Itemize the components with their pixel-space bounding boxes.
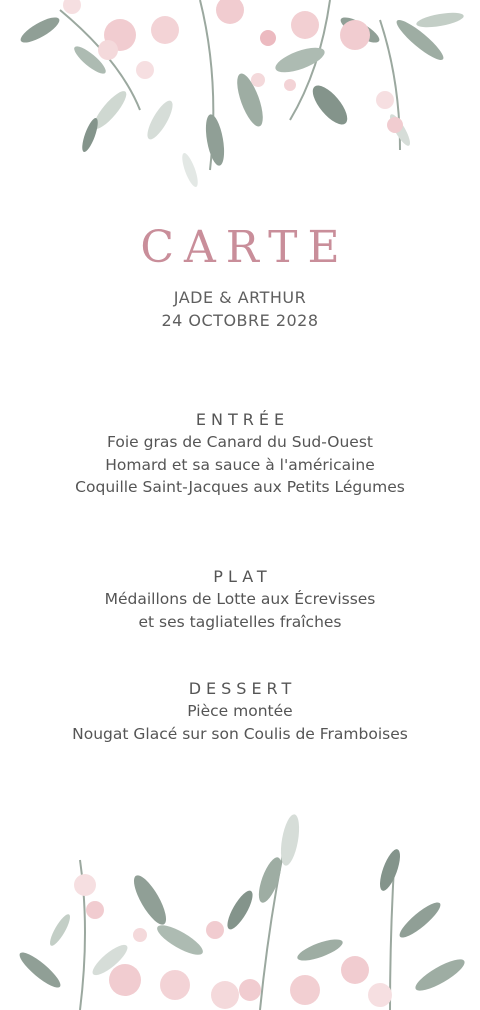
menu-section-dessert (0, 678, 480, 745)
menu-item: et ses tagliatelles fraîches (138, 612, 342, 631)
menu-item: Foie gras de Canard du Sud-Ouest (107, 433, 373, 451)
section-heading: DESSERT (188, 679, 297, 698)
section-heading: ENTRÉE (195, 410, 290, 429)
menu-item: Nougat Glacé sur son Coulis de Framboises (72, 724, 408, 743)
floral-decoration-bottom (0, 810, 480, 1010)
menu-section-entree (0, 409, 480, 499)
menu-item: Coquille Saint-Jacques aux Petits Légumes (75, 478, 405, 496)
couple-names: JADE & ARTHUR (173, 288, 307, 307)
section-heading: PLAT (213, 567, 272, 586)
menu-item: Pièce montée (187, 702, 293, 720)
menu-title: CARTE (140, 222, 350, 273)
menu-item: Médaillons de Lotte aux Écrevisses (104, 590, 376, 608)
menu-item: Homard et sa sauce à l'américaine (105, 455, 375, 474)
floral-decoration-top (0, 0, 480, 200)
menu-section-plat (0, 566, 480, 633)
event-date: 24 OCTOBRE 2028 (161, 311, 319, 330)
